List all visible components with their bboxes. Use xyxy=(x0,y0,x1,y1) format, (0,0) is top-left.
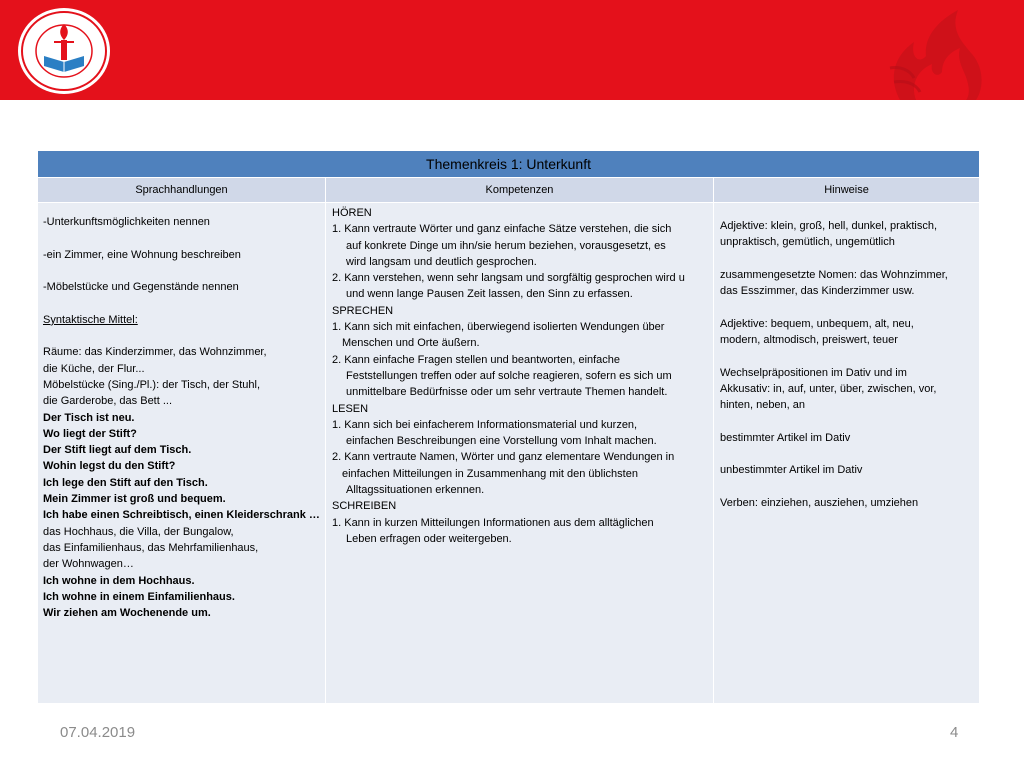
text-line: 1. Kann in kurzen Mitteilungen Informationen aus dem alltäglichen xyxy=(332,516,654,529)
text-line: und wenn lange Pausen Zeit lassen, den Sinn zu erfassen. xyxy=(346,288,633,301)
text-line: Adjektive: klein, groß, hell, dunkel, praktisch, xyxy=(720,220,938,232)
text-line: Menschen und Orte äußern. xyxy=(342,337,480,350)
text-line: wird langsam und deutlich gesprochen. xyxy=(346,255,537,268)
header-sprachhandlungen: Sprachhandlungen xyxy=(38,178,326,203)
example-sentence: Mein Zimmer ist groß und bequem. xyxy=(43,493,226,506)
section-heading: Syntaktische Mittel: xyxy=(43,313,138,326)
text-line: das Esszimmer, das Kinderzimmer usw. xyxy=(720,285,915,298)
example-sentence: Ich lege den Stift auf den Tisch. xyxy=(43,476,208,489)
text-line: bestimmter Artikel im Dativ xyxy=(720,431,851,444)
example-sentence: Ich wohne in dem Hochhaus. xyxy=(43,574,195,587)
text-line: Adjektive: bequem, unbequem, alt, neu, xyxy=(720,317,914,330)
kompetenzen-cell xyxy=(326,203,714,704)
text-line: Verben: einziehen, ausziehen, umziehen xyxy=(720,497,919,510)
text-line: Leben erfragen oder weitergeben. xyxy=(346,532,512,545)
text-line: Feststellungen treffen oder auf solche reagieren, sofern es sich um xyxy=(346,369,672,382)
text-line: modern, altmodisch, preiswert, teuer xyxy=(720,334,898,347)
text-line: einfachen Mitteilungen in Zusammenhang mit den üblichsten xyxy=(342,467,638,480)
text-line: 2. Kann einfache Fragen stellen und beantworten, einfache xyxy=(332,353,621,366)
text-line: die Küche, der Flur... xyxy=(43,362,145,375)
text-line: Räume: das Kinderzimmer, das Wohnzimmer, xyxy=(43,346,267,359)
header-kompetenzen: Kompetenzen xyxy=(326,178,714,203)
text-line: auf konkrete Dinge um ihn/sie herum beziehen, vorausgesetzt, es xyxy=(346,239,666,252)
example-sentence: Ich habe einen Schreibtisch, einen Kleiderschrank … xyxy=(43,509,320,522)
curriculum-table xyxy=(37,150,979,689)
section-heading: LESEN xyxy=(332,402,369,415)
page-number: 4 xyxy=(950,724,959,741)
text-line: unbestimmter Artikel im Dativ xyxy=(720,464,863,477)
text-line: das Hochhaus, die Villa, der Bungalow, xyxy=(43,525,234,538)
text-line: 1. Kann sich mit einfachen, überwiegend isolierten Wendungen über xyxy=(332,321,665,334)
section-heading: SCHREIBEN xyxy=(332,500,397,513)
example-sentence: Wo liegt der Stift? xyxy=(43,427,137,440)
example-sentence: Wir ziehen am Wochenende um. xyxy=(43,607,211,620)
text-line: der Wohnwagen… xyxy=(43,558,134,571)
footer-date: 07.04.2019 xyxy=(60,724,136,741)
example-sentence: Der Tisch ist neu. xyxy=(43,411,135,424)
example-sentence: Wohin legst du den Stift? xyxy=(43,460,176,473)
text-line: Möbelstücke (Sing./Pl.): der Tisch, der Stuhl, xyxy=(43,378,261,391)
text-line: unmittelbare Bedürfnisse oder um sehr vertraute Themen handelt. xyxy=(346,386,668,399)
text-line: Wechselpräpositionen im Dativ und im xyxy=(720,366,907,379)
text-line: zusammengesetzte Nomen: das Wohnzimmer, xyxy=(720,268,948,281)
section-heading: SPRECHEN xyxy=(332,304,394,317)
table-title: Themenkreis 1: Unterkunft xyxy=(38,151,980,178)
text-line: die Garderobe, das Bett ... xyxy=(43,395,173,408)
text-line: 2. Kann vertraute Namen, Wörter und ganz elementare Wendungen in xyxy=(332,451,675,464)
text-line: Alltagssituationen erkennen. xyxy=(346,484,485,497)
sprachhandlungen-cell xyxy=(38,203,326,704)
text-line: 1. Kann sich bei einfacherem Informationsmaterial und kurzen, xyxy=(332,418,638,431)
flame-icon xyxy=(880,8,992,100)
text-line: Akkusativ: in, auf, unter, über, zwischen, vor, xyxy=(720,382,937,395)
example-sentence: Ich wohne in einem Einfamilienhaus. xyxy=(43,590,235,603)
example-sentence: Der Stift liegt auf dem Tisch. xyxy=(43,444,192,457)
text-line: -Unterkunftsmöglichkeiten nennen xyxy=(43,216,210,228)
text-line: 2. Kann verstehen, wenn sehr langsam und sorgfältig gesprochen wird u xyxy=(332,272,685,285)
text-line: 1. Kann vertraute Wörter und ganz einfache Sätze verstehen, die sich xyxy=(332,223,672,236)
text-line: einfachen Beschreibungen eine Vorstellung vom Inhalt machen. xyxy=(346,435,657,448)
section-heading: HÖREN xyxy=(332,207,372,219)
text-line: -Möbelstücke und Gegenstände nennen xyxy=(43,281,239,294)
text-line: hinten, neben, an xyxy=(720,399,806,412)
meb-logo-icon xyxy=(16,6,112,96)
text-line: -ein Zimmer, eine Wohnung beschreiben xyxy=(43,248,241,261)
header-hinweise: Hinweise xyxy=(714,178,980,203)
header-banner xyxy=(0,0,1024,100)
text-line: das Einfamilienhaus, das Mehrfamilienhaus, xyxy=(43,541,259,554)
text-line: unpraktisch, gemütlich, ungemütlich xyxy=(720,236,895,249)
hinweise-cell xyxy=(714,203,980,704)
